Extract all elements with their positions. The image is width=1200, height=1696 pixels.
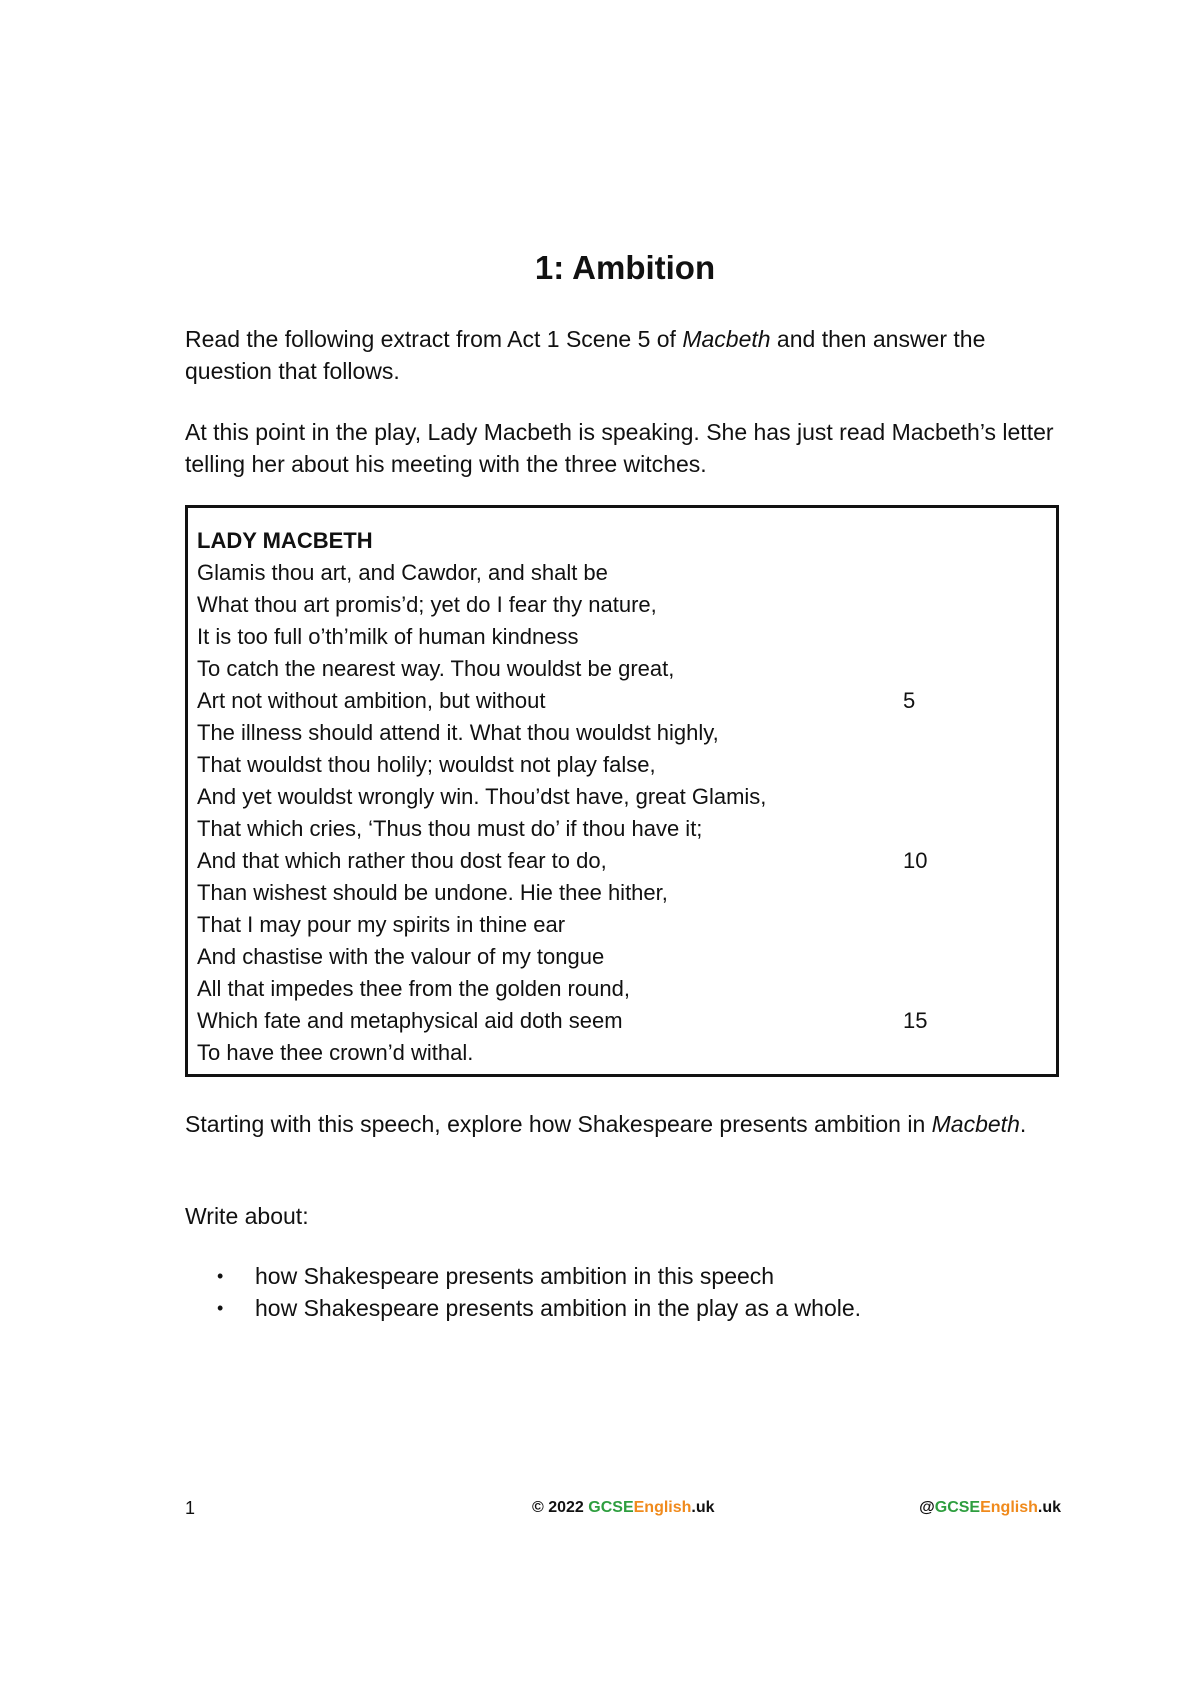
list-item-text: how Shakespeare presents ambition in this speech [255, 1263, 775, 1289]
extract-line [197, 909, 1047, 941]
extract-line [197, 589, 1047, 621]
list-item [185, 1260, 1065, 1292]
intro-text-start: Read the following extract from Act 1 Scene 5 of [185, 326, 683, 352]
extract-line-text: Glamis thou art, and Cawdor, and shalt be [197, 560, 608, 585]
intro-paragraph [185, 323, 1065, 387]
extract-line-text: What thou art promis’d; yet do I fear thy nature, [197, 592, 657, 617]
extract-line [197, 1005, 1047, 1037]
extract-line-text: And chastise with the valour of my tongue [197, 944, 605, 969]
extract-line-text: The illness should attend it. What thou wouldst highly, [197, 720, 719, 745]
footer-social-handle [919, 1496, 1061, 1520]
extract-line [197, 941, 1047, 973]
copyright-prefix: © 2022 [532, 1499, 589, 1516]
page-title: 1: Ambition [534, 249, 716, 286]
extract-line [197, 973, 1047, 1005]
brand-english: English [980, 1499, 1038, 1516]
extract-line-text: That which cries, ‘Thus thou must do’ if thou have it; [197, 816, 703, 841]
extract-line [197, 781, 1047, 813]
question-paragraph [185, 1108, 1065, 1140]
extract-line-text: And yet wouldst wrongly win. Thou’dst have, great Glamis, [197, 784, 767, 809]
bullet-list [185, 1260, 1065, 1324]
extract-line-text: Which fate and metaphysical aid doth seem [197, 1008, 623, 1033]
intro-text-end: and then answer the question that follows. [185, 326, 986, 384]
extract-line-text: Than wishest should be undone. Hie thee hither, [197, 880, 668, 905]
extract-line-text: It is too full o’th’milk of human kindness [197, 624, 579, 649]
extract-line [197, 1037, 1047, 1069]
brand-gcse: GCSE [934, 1499, 981, 1516]
context-paragraph: At this point in the play, Lady Macbeth is speaking. She has just read Macbeth’s letter telling her about his meeting with the three witches. [185, 419, 1054, 477]
page-number: 1 [185, 1498, 196, 1518]
extract-line [197, 845, 1047, 877]
line-number: 5 [903, 688, 916, 713]
extract-line-text: That wouldst thou holily; wouldst not play false, [197, 752, 656, 777]
extract-line [197, 877, 1047, 909]
speaker-name: LADY MACBETH [197, 528, 373, 553]
write-about-label: Write about: [185, 1203, 309, 1229]
brand-suffix: .uk [691, 1499, 715, 1516]
extract-box [185, 505, 1059, 1077]
play-title-italic: Macbeth [682, 326, 771, 352]
line-number: 10 [903, 848, 928, 873]
extract-line [197, 621, 1047, 653]
footer-copyright [532, 1496, 715, 1520]
extract-line [197, 685, 1047, 717]
line-number: 15 [903, 1008, 928, 1033]
bullet-icon: • [217, 1298, 224, 1318]
brand-english: English [633, 1499, 692, 1516]
brand-suffix: .uk [1037, 1499, 1061, 1516]
extract-line-text: To have thee crown’d withal. [197, 1040, 474, 1065]
play-title-italic: Macbeth [931, 1111, 1020, 1137]
extract-line-text: And that which rather thou dost fear to do, [197, 848, 607, 873]
list-item [185, 1292, 1065, 1324]
extract-line-text: Art not without ambition, but without [197, 688, 546, 713]
extract-line-text: All that impedes thee from the golden round, [197, 976, 630, 1001]
extract-line [197, 653, 1047, 685]
list-item-text: how Shakespeare presents ambition in the play as a whole. [255, 1295, 862, 1321]
extract-line [197, 717, 1047, 749]
extract-line [197, 749, 1047, 781]
extract-line-text: That I may pour my spirits in thine ear [197, 912, 566, 937]
question-text-end: . [1019, 1111, 1027, 1137]
extract-line [197, 813, 1047, 845]
brand-gcse: GCSE [588, 1499, 634, 1516]
at-symbol: @ [919, 1499, 935, 1516]
extract-line-text: To catch the nearest way. Thou wouldst be great, [197, 656, 675, 681]
extract-line [197, 557, 1047, 589]
bullet-icon: • [217, 1266, 224, 1286]
question-text: Starting with this speech, explore how Shakespeare presents ambition in [185, 1111, 932, 1137]
